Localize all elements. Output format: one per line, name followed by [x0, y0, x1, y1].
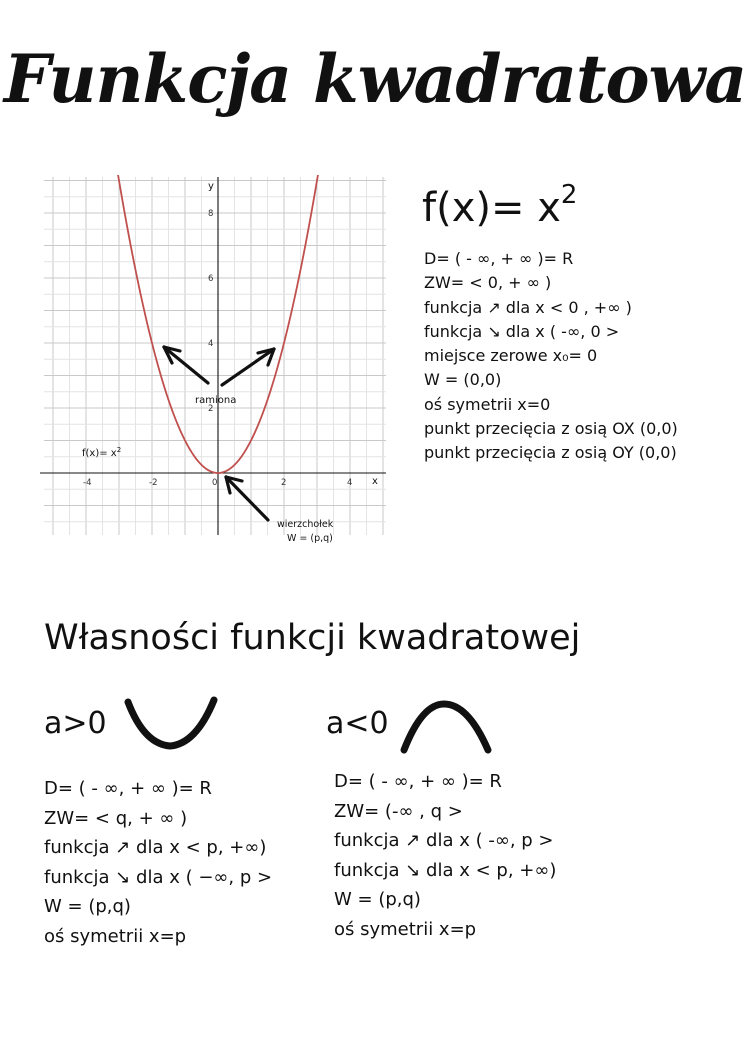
vertex-arrow-icon — [226, 477, 268, 520]
list-item: oś symetrii x=p — [334, 918, 477, 940]
case-negative-label: a<0 — [326, 706, 389, 741]
x-tick-label: 4 — [347, 478, 353, 488]
case-positive-label: a>0 — [44, 706, 107, 741]
section-heading: Własności funkcji kwadratowej — [44, 618, 581, 658]
x-tick-label: -2 — [149, 478, 158, 488]
property-item: funkcja ↘ dla x ( -∞, 0 > — [424, 321, 620, 341]
list-item: D= ( - ∞, + ∞ )= R — [334, 771, 502, 792]
vertex-label: wierzchołek — [277, 519, 334, 530]
property-item: oś symetrii x=0 — [424, 394, 551, 414]
list-item: funkcja ↗ dla x ( -∞, p > — [334, 830, 554, 851]
property-item: ZW= < 0, + ∞ ) — [424, 273, 552, 293]
page-title: Funkcja kwadratowa — [3, 40, 747, 118]
list-item: funkcja ↗ dla x < p, +∞) — [44, 837, 267, 858]
x-axis-label: x — [372, 476, 378, 487]
list-item: W = (p,q) — [334, 889, 421, 910]
x-tick-label: -4 — [83, 478, 92, 488]
list-item: ZW= < q, + ∞ ) — [44, 807, 188, 829]
properties-list — [424, 247, 678, 466]
vertex-formula: W = (p,q) — [287, 533, 333, 544]
property-item: punkt przecięcia z osią OX (0,0) — [424, 419, 678, 439]
list-item: W = (p,q) — [44, 896, 131, 917]
positive-properties-list — [44, 774, 272, 951]
property-item: D= ( - ∞, + ∞ )= R — [424, 249, 574, 268]
x-tick-label: 0 — [212, 478, 218, 488]
arms-label: ramiona — [195, 395, 237, 406]
function-label: $f(x)= x^2$ — [82, 446, 122, 459]
downward-parabola-icon — [398, 696, 498, 756]
arm-arrow-right-icon — [222, 349, 274, 385]
list-item: D= ( - ∞, + ∞ )= R — [44, 778, 212, 799]
property-item: miejsce zerowe x₀= 0 — [424, 346, 598, 366]
y-tick-label: 4 — [208, 339, 214, 349]
upward-parabola-icon — [120, 696, 220, 756]
property-item: W = (0,0) — [424, 370, 502, 390]
parabola-graph — [40, 175, 390, 550]
negative-properties-list — [334, 767, 556, 944]
y-tick-label: 8 — [208, 209, 214, 219]
function-formula: $f(x)= x^2$ — [422, 180, 578, 231]
property-item: funkcja ↗ dla x < 0 , +∞ ) — [424, 297, 632, 317]
list-item: funkcja ↘ dla x ( −∞, p > — [44, 866, 273, 888]
y-tick-label: 6 — [208, 274, 214, 284]
y-tick-label: 2 — [208, 404, 214, 414]
list-item: funkcja ↘ dla x < p, +∞) — [334, 859, 557, 881]
list-item: ZW= (-∞ , q > — [334, 800, 463, 822]
y-axis-label: y — [208, 181, 214, 192]
list-item: oś symetrii x=p — [44, 925, 187, 947]
property-item: punkt przecięcia z osią OY (0,0) — [424, 443, 677, 463]
x-tick-label: 2 — [281, 478, 287, 488]
